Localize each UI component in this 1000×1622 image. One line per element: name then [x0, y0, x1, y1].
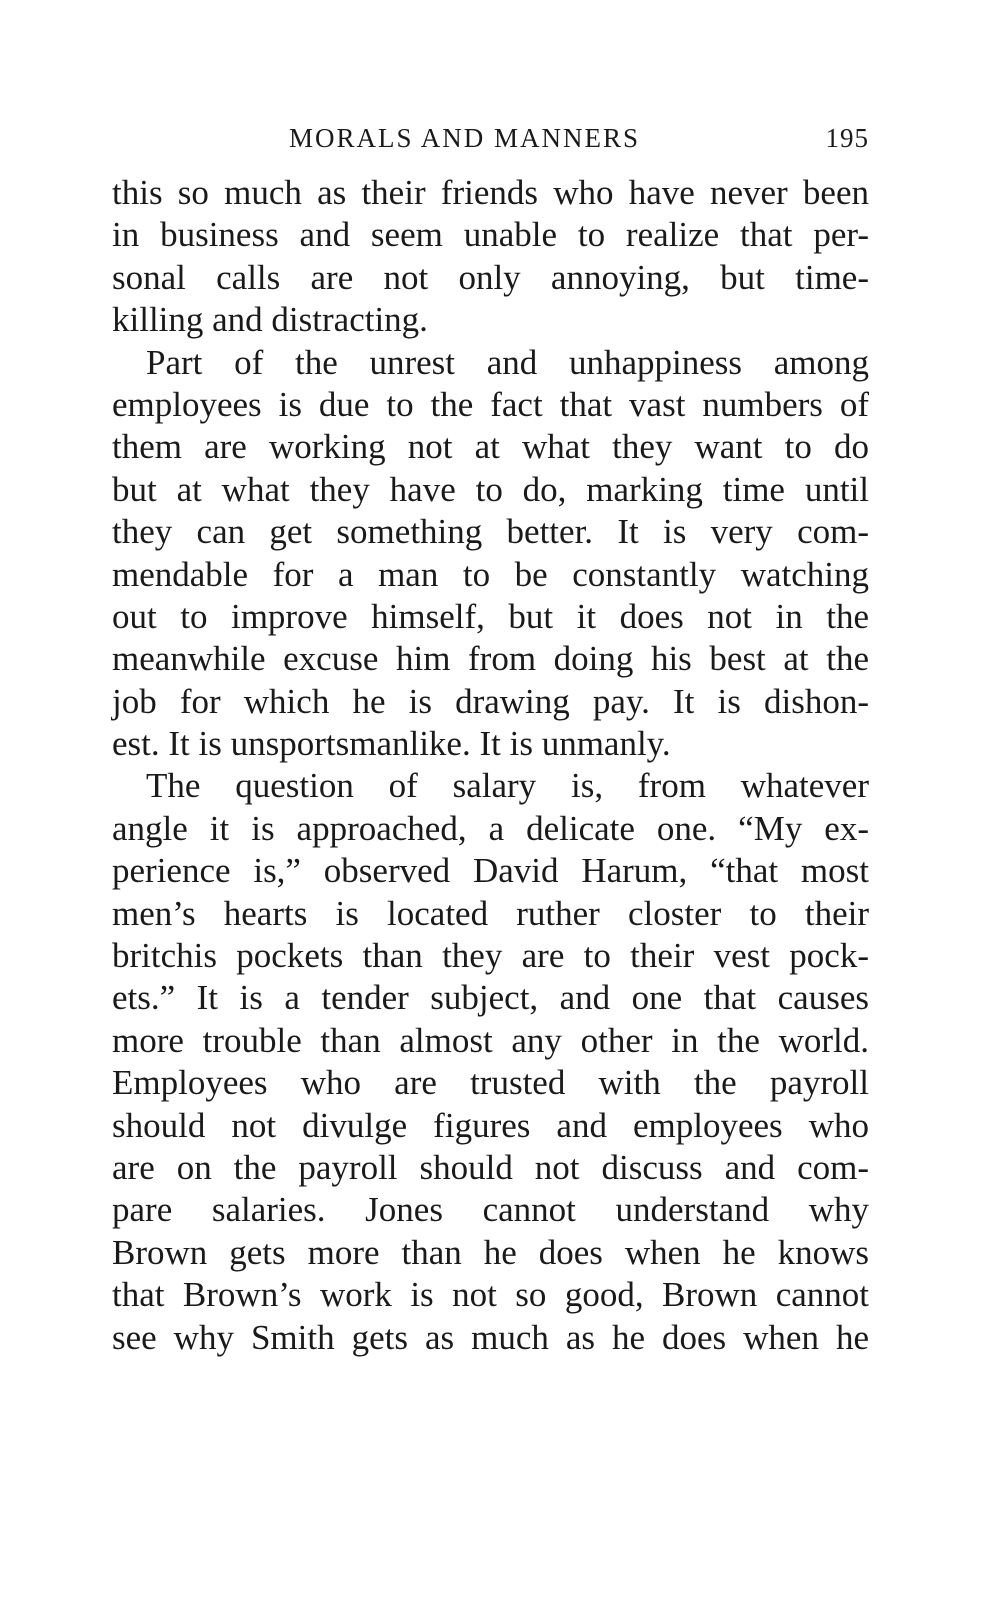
text-line: pare salaries. Jones cannot understand why — [112, 1190, 869, 1230]
text-line: Brown gets more than he does when he knows — [112, 1232, 869, 1272]
text-line: sonal calls are not only annoying, but time- — [112, 257, 869, 297]
text-line: angle it is approached, a delicate one. “My ex- — [112, 808, 869, 848]
text-line: out to improve himself, but it does not in the — [112, 596, 869, 636]
text-line: they can get something better. It is very com- — [112, 512, 869, 552]
text-line: in business and seem unable to realize that per- — [112, 215, 869, 255]
text-line: more trouble than almost any other in the world. — [112, 1020, 869, 1060]
paragraph-first-line: Part of the unrest and unhappiness among — [146, 342, 869, 382]
text-line: men’s hearts is located ruther closter to their — [112, 893, 869, 933]
text-line: this so much as their friends who have never been — [112, 173, 869, 212]
text-line: meanwhile excuse him from doing his best at the — [112, 639, 869, 679]
paragraph-end-line: killing and distracting. — [112, 300, 428, 340]
body-text — [112, 172, 869, 1359]
text-line: britchis pockets than they are to their vest pock- — [112, 936, 869, 976]
text-line: perience is,” observed David Harum, “that most — [112, 851, 869, 891]
text-line: mendable for a man to be constantly watching — [112, 554, 869, 594]
text-line: Employees who are trusted with the payroll — [112, 1063, 869, 1103]
paragraph-end-line: est. It is unsportsmanlike. It is unmanly. — [112, 724, 671, 764]
text-line: job for which he is drawing pay. It is dishon- — [112, 681, 869, 721]
page-number: 195 — [825, 123, 869, 153]
text-line: them are working not at what they want to do — [112, 427, 869, 467]
text-line: are on the payroll should not discuss and com- — [112, 1147, 869, 1187]
text-line: that Brown’s work is not so good, Brown cannot — [112, 1275, 869, 1315]
paragraph-first-line: The question of salary is, from whatever — [146, 766, 869, 806]
text-line: ets.” It is a tender subject, and one that causes — [112, 978, 869, 1018]
text-line: but at what they have to do, marking time until — [112, 469, 869, 509]
text-line: see why Smith gets as much as he does when he — [112, 1317, 869, 1357]
text-line: employees is due to the fact that vast numbers of — [112, 384, 869, 424]
text-line: should not divulge figures and employees who — [112, 1105, 869, 1145]
running-head — [112, 118, 869, 158]
running-title: MORALS AND MANNERS — [289, 123, 641, 153]
